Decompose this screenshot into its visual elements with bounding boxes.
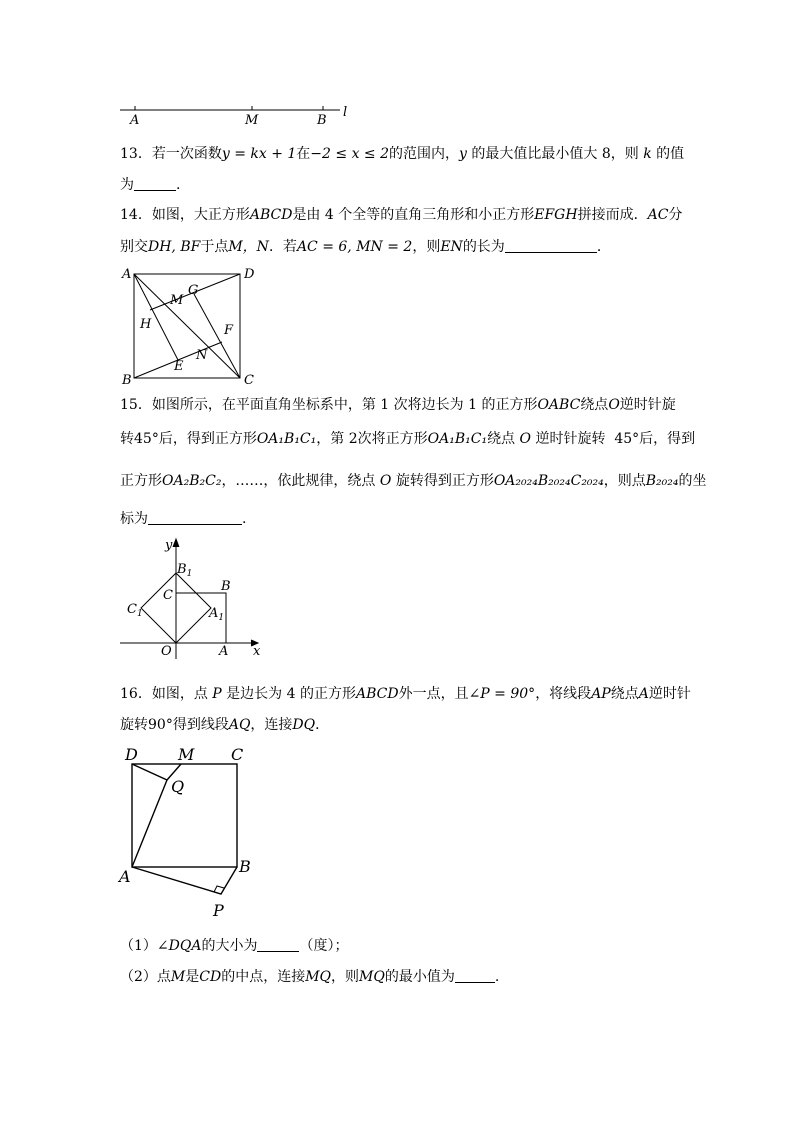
q13-range: −2 ≤ x ≤ 2	[310, 146, 389, 162]
q16-figure	[115, 742, 265, 922]
y-axis-arrow	[173, 539, 179, 547]
label-b: B	[239, 857, 251, 876]
label-h: H	[140, 317, 152, 332]
q14-answer-blank[interactable]	[505, 238, 597, 253]
label-g: G	[188, 283, 199, 298]
q14-line-2: 别交DH, BF于点M，N．若AC = 6, MN = 2，则EN的长为 ．	[120, 239, 611, 255]
segment-apb	[132, 867, 237, 894]
q16-part-1: （1）∠DQA的大小为 （度）；	[120, 938, 349, 954]
q15-number: 15．	[120, 397, 152, 413]
label-f: F	[224, 323, 234, 338]
q13-line-1: 13．若一次函数y = kx + 1在−2 ≤ x ≤ 2的范围内，y 的最大值比最小值大 8，则 k 的值	[120, 146, 685, 162]
segment-cg	[194, 294, 240, 378]
label-n: N	[196, 348, 208, 363]
label-b1: $B_1$	[177, 562, 193, 579]
q13-line-2: 为 .	[120, 177, 181, 193]
label-c: C	[231, 745, 244, 764]
label-m: M	[178, 745, 195, 764]
q16-line-2: 旋转90°得到线段AQ，连接DQ．	[120, 717, 330, 733]
label-d: D	[244, 267, 255, 282]
label-x: x	[253, 644, 261, 659]
q13-function: y = kx + 1	[221, 146, 297, 162]
q15-line-3: 正方形OA₂B₂C₂，……，依此规律，绕点 O 旋转得到正方形OA₂₀₂₄B₂₀₂₄C₂₀₂₄，则点B₂₀₂₄的坐	[120, 473, 707, 489]
square-abcd	[132, 764, 237, 867]
label-q: Q	[171, 777, 185, 796]
label-b: B	[122, 373, 132, 388]
point-label-b: B	[317, 113, 327, 128]
q14-figure	[118, 262, 268, 388]
label-c: C	[244, 373, 254, 388]
label-c: C	[163, 588, 173, 603]
label-b: B	[221, 579, 231, 594]
label-m: M	[170, 293, 184, 308]
q16-line-1: 16．如图，点 P 是边长为 4 的正方形ABCD外一点，且∠P = 90°，将线段AP绕点A逆时针	[120, 686, 691, 702]
q13-number: 13．	[120, 146, 152, 162]
number-line-figure	[115, 96, 355, 130]
q15-line-2: 转45°后，得到正方形OA₁B₁C₁，第 2次将正方形OA₁B₁C₁绕点 O 逆时针旋转 45°后，得到	[120, 431, 696, 447]
q15-line-4: 标为 .	[120, 511, 247, 527]
line-label-l: l	[343, 105, 348, 120]
label-o: O	[161, 644, 172, 659]
label-a1: $A_1$	[209, 606, 225, 623]
q16-part-2: （2）点M是CD的中点，连接MQ，则MQ的最小值为 .	[120, 969, 500, 985]
q15-answer-blank[interactable]	[148, 510, 242, 525]
q15-line-1: 15．如图所示，在平面直角坐标系中，第 1 次将边长为 1 的正方形OABC绕点O逆时针旋	[120, 397, 676, 413]
segment-aqd	[132, 764, 167, 867]
label-a: A	[219, 644, 229, 659]
label-c1: $C_1$	[127, 602, 143, 619]
label-y: y	[165, 538, 173, 553]
q16-part1-answer-blank[interactable]	[257, 937, 299, 952]
q13-answer-blank[interactable]	[134, 176, 176, 191]
label-a: A	[122, 267, 132, 282]
q16-part2-answer-blank[interactable]	[455, 968, 495, 983]
label-p: P	[213, 901, 224, 920]
label-a: A	[119, 867, 131, 886]
q15-figure	[115, 535, 275, 663]
label-e: E	[174, 359, 184, 374]
point-label-a: A	[130, 113, 140, 128]
label-d: D	[125, 745, 138, 764]
q14-number: 14．	[120, 207, 152, 223]
point-label-m: M	[245, 113, 259, 128]
q16-number: 16．	[120, 686, 152, 702]
q14-line-1: 14．如图，大正方形ABCD是由 4 个全等的直角三角形和小正方形EFGH拼接而成．AC分	[120, 207, 683, 223]
